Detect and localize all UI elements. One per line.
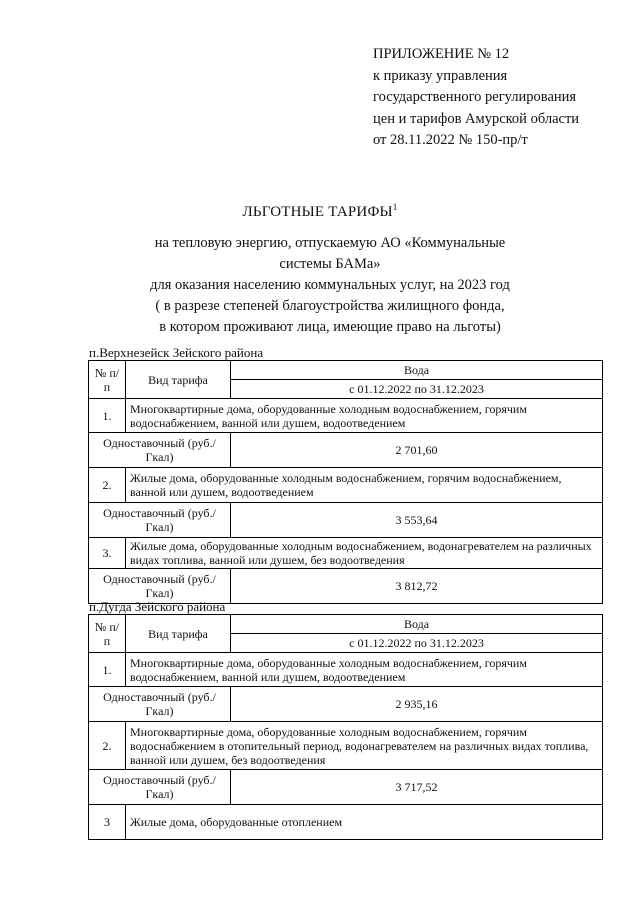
row-number: 2. xyxy=(89,722,126,770)
document-title xyxy=(0,202,640,221)
tariff-value: 2 701,60 xyxy=(231,433,603,468)
subtitle-line: на тепловую энергию, отпускаемую АО «Коммунальные xyxy=(154,235,506,251)
document-subtitle xyxy=(100,233,560,338)
row-description: Жилые дома, оборудованные холодным водоснабжением, водонагревателем на различных видах топлива, ванной или душем, без водоотведения xyxy=(126,538,603,569)
header-period: с 01.12.2022 по 31.12.2023 xyxy=(231,634,603,653)
header-period: с 01.12.2022 по 31.12.2023 xyxy=(231,380,603,399)
row-number: 3 xyxy=(89,805,126,840)
appendix-line: государственного регулирования xyxy=(373,89,577,105)
rate-type: Одноставочный (руб./Гкал) xyxy=(89,770,231,805)
title-footnote-mark: 1 xyxy=(392,202,398,212)
header-resource: Вода xyxy=(231,615,603,634)
row-number: 2. xyxy=(89,468,126,503)
header-num: № п/п xyxy=(89,615,126,653)
header-num: № п/п xyxy=(89,361,126,399)
row-description: Многоквартирные дома, оборудованные холодным водоснабжением, горячим водоснабжением в отопительный период, водонагревателем на различных видах топлива, ванной или душем, без водоотведения xyxy=(126,722,603,770)
appendix-block xyxy=(373,44,633,152)
row-description: Жилые дома, оборудованные отоплением xyxy=(126,805,603,840)
rate-type: Одноставочный (руб./Гкал) xyxy=(89,569,231,604)
appendix-line: ПРИЛОЖЕНИЕ № 12 xyxy=(373,46,510,62)
rate-type: Одноставочный (руб./Гкал) xyxy=(89,687,231,722)
tariff-table xyxy=(88,360,603,604)
subtitle-line: ( в разрезе степеней благоустройства жилищного фонда, xyxy=(155,298,505,314)
tariff-value: 3 812,72 xyxy=(231,569,603,604)
subtitle-line: в котором проживают лица, имеющие право на льготы) xyxy=(159,319,501,335)
tariff-value: 3 553,64 xyxy=(231,503,603,538)
header-resource: Вода xyxy=(231,361,603,380)
appendix-line: от 28.11.2022 № 150-пр/т xyxy=(373,132,528,148)
appendix-line: к приказу управления xyxy=(373,67,508,84)
document-title-text: ЛЬГОТНЫЕ ТАРИФЫ xyxy=(242,204,393,220)
rate-type: Одноставочный (руб./Гкал) xyxy=(89,433,231,468)
tariff-table xyxy=(88,614,603,840)
location-label: п.Верхнезейск Зейского района xyxy=(89,345,264,360)
header-type: Вид тарифа xyxy=(126,361,231,399)
row-description: Многоквартирные дома, оборудованные холодным водоснабжением, горячим водоснабжением, ванной или душем, водоотведением xyxy=(126,399,603,433)
rate-type: Одноставочный (руб./Гкал) xyxy=(89,503,231,538)
row-description: Многоквартирные дома, оборудованные холодным водоснабжением, горячим водоснабжением, ванной или душем, водоотведением xyxy=(126,653,603,687)
row-number: 1. xyxy=(89,653,126,687)
tariff-value: 3 717,52 xyxy=(231,770,603,805)
row-number: 1. xyxy=(89,399,126,433)
row-number: 3. xyxy=(89,538,126,569)
appendix-line: цен и тарифов Амурской области xyxy=(373,110,580,127)
row-description: Жилые дома, оборудованные холодным водоснабжением, горячим водоснабжением, ванной или душем, водоотведением xyxy=(126,468,603,503)
header-type: Вид тарифа xyxy=(126,615,231,653)
location-label: п.Дугда Зейского района xyxy=(89,599,226,614)
subtitle-line: для оказания населению коммунальных услуг, на 2023 год xyxy=(150,277,510,293)
subtitle-line: системы БАМа» xyxy=(279,256,381,272)
tariff-value: 2 935,16 xyxy=(231,687,603,722)
